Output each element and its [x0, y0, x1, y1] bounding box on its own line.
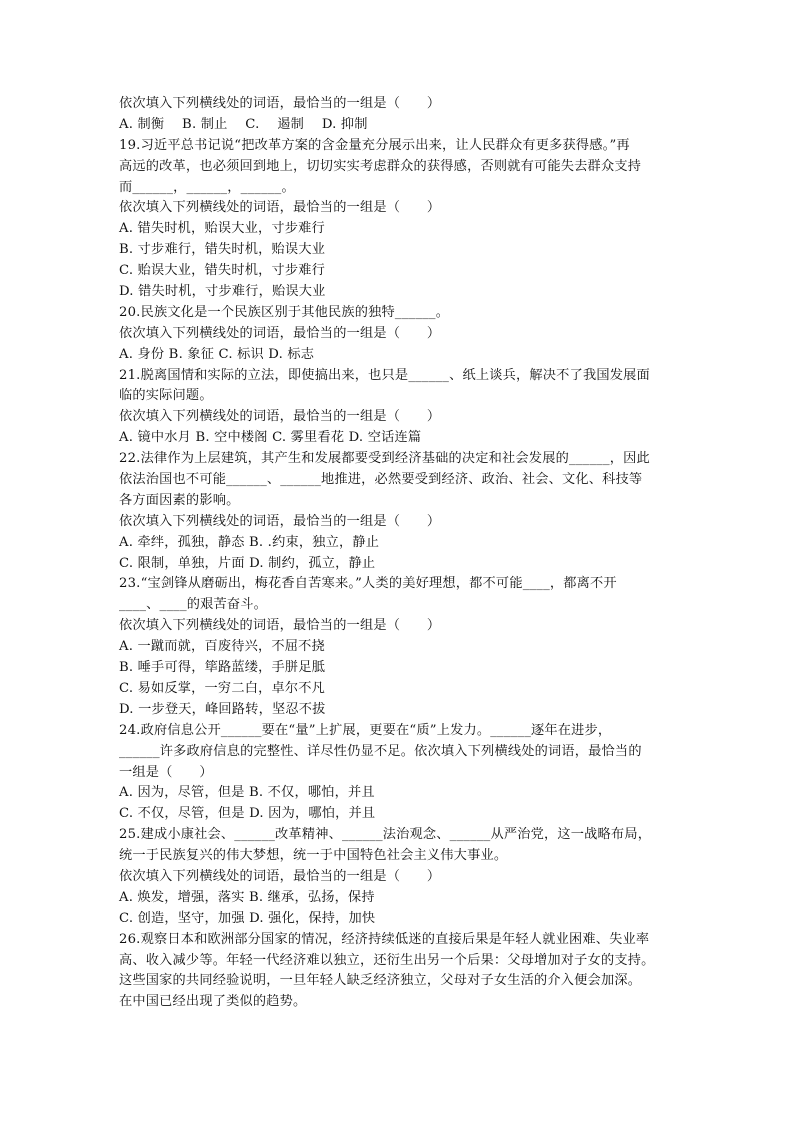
text-line: 依次填入下列横线处的词语，最恰当的一组是（ ）: [119, 868, 441, 884]
text-line: 25.建成小康社会、______改革精神、______法治观念、______从严治党，这一战略布局，: [119, 827, 652, 843]
text-line: 26.观察日本和欧洲部分国家的情况，经济持续低迷的直接后果是年轻人就业困难、失业率: [119, 931, 650, 947]
text-line: 24.政府信息公开______要在“量”上扩展，更要在“质”上发力。______逐年在进步，: [119, 722, 612, 738]
text-line: 各方面因素的影响。: [119, 492, 240, 508]
text-line: A. 制衡 B. 制止 C. 遏制 D. 抑制: [119, 116, 368, 132]
text-line: 高远的改革，也必须回到地上，切切实实考虑群众的获得感，否则就有可能失去群众支持: [119, 158, 642, 174]
text-line: A. 牵绊，孤独，静态 B. .约束，独立，静止: [119, 534, 380, 550]
text-line: D. 错失时机，寸步难行，贻误大业: [119, 284, 326, 300]
text-line: 一组是（ ）: [119, 764, 213, 780]
text-line: D. 一步登天，峰回路转，坚忍不拔: [119, 701, 326, 717]
text-line: A. 镜中水月 B. 空中楼阁 C. 雾里看花 D. 空话连篇: [119, 430, 422, 446]
text-line: B. 寸步难行，错失时机，贻误大业: [119, 242, 326, 258]
text-line: 高、收入减少等。年轻一代经济难以独立，还衍生出另一个后果：父母增加对子女的支持。: [119, 952, 655, 968]
text-line: 依次填入下列横线处的词语，最恰当的一组是（ ）: [119, 618, 441, 634]
text-line: 依次填入下列横线处的词语，最恰当的一组是（ ）: [119, 96, 441, 111]
document-page: [119, 94, 675, 1013]
text-line: 依次填入下列横线处的词语，最恰当的一组是（ ）: [119, 513, 441, 529]
text-line: C. 不仅，尽管，但是 D. 因为，哪怕，并且: [119, 806, 376, 822]
text-line: 这些国家的共同经验说明，一旦年轻人缺乏经济独立，父母对子女生活的介入便会加深。: [119, 973, 642, 989]
text-line: 在中国已经出现了类似的趋势。: [119, 994, 307, 1010]
text-line: 依法治国也不可能______、______地推进，必然要受到经济、政治、社会、文化、科技等: [119, 472, 643, 488]
text-line: 19.习近平总书记说“把改革方案的含金量充分展示出来，让人民群众有更多获得感。”再: [119, 137, 630, 153]
text-line: B. 唾手可得，筚路蓝缕，手胼足胝: [119, 660, 326, 676]
text-line: A. 一蹴而就，百废待兴，不屈不挠: [119, 639, 325, 655]
text-line: 20.民族文化是一个民族区别于其他民族的独特______。: [119, 304, 450, 320]
text-line: C. 贻误大业，错失时机，寸步难行: [119, 263, 326, 279]
text-line: 临的实际问题。: [119, 388, 213, 404]
text-line: 21.脱离国情和实际的立法，即使搞出来，也只是______、纸上谈兵，解决不了我国发展面: [119, 367, 650, 383]
text-line: C. 创造，坚守，加强 D. 强化，保持，加快: [119, 910, 376, 926]
text-line: C. 限制，单独，片面 D. 制约，孤立，静止: [119, 555, 376, 571]
text-line: C. 易如反掌，一穷二白，卓尔不凡: [119, 680, 326, 696]
text-line: 统一于民族复兴的伟大梦想，统一于中国特色社会主义伟大事业。: [119, 848, 508, 864]
text-line: 23.“宝剑锋从磨砺出，梅花香自苦寒来。”人类的美好理想，都不可能____，都离不开: [119, 576, 617, 592]
text-line: A. 因为，尽管，但是 B. 不仅，哪怕，并且: [119, 785, 375, 801]
text-line: 而______，______，______。: [119, 179, 295, 195]
text-line: 22.法律作为上层建筑，其产生和发展都要受到经济基础的决定和社会发展的______，因此: [119, 451, 650, 467]
text-line: ____、____的艰苦奋斗。: [119, 597, 268, 613]
text-line: A. 焕发，增强，落实 B. 继承，弘扬，保持: [119, 889, 375, 905]
text-line: A. 错失时机，贻误大业，寸步难行: [119, 221, 325, 237]
text-line: ______许多政府信息的完整性、详尽性仍显不足。依次填入下列横线处的词语，最恰当的: [119, 743, 642, 759]
text-line: 依次填入下列横线处的词语，最恰当的一组是（ ）: [119, 325, 441, 341]
text-line: 依次填入下列横线处的词语，最恰当的一组是（ ）: [119, 409, 441, 425]
text-line: 依次填入下列横线处的词语，最恰当的一组是（ ）: [119, 200, 441, 216]
text-line: A. 身份 B. 象征 C. 标识 D. 标志: [119, 346, 315, 362]
